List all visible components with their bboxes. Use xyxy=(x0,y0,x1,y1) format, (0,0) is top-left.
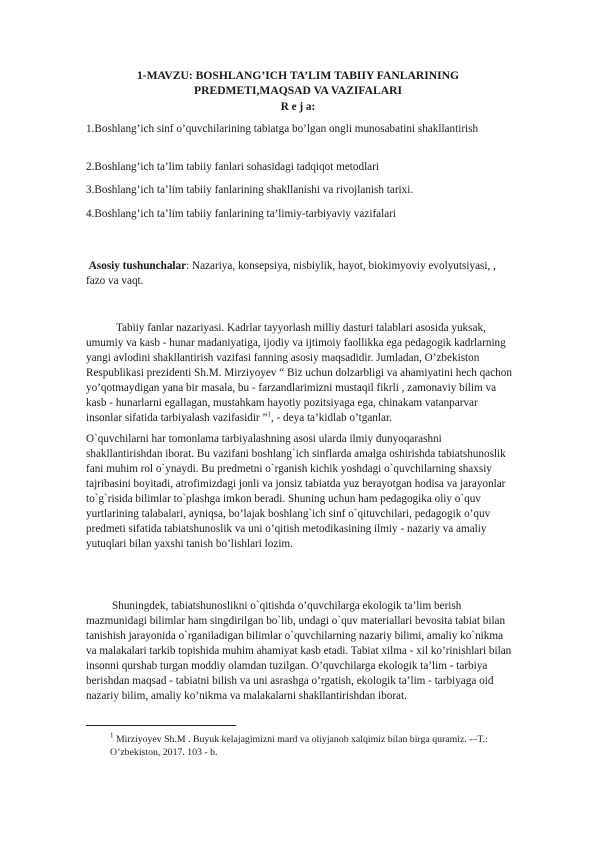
plan-heading: R e j a: xyxy=(280,101,316,113)
paragraph-2: O`quvchilarni har tomonlama tarbiyalashning asosi ularda ilmiy dunyoqarashni shakllantirishdan iborat. Bu vazifani boshlang`ich sinflarda amalga oshirishda tabiatshunoslik fani muhim rol o`ynaydi. Bu predmetni o`rganish kichik yoshdagi o`quvchilarning shaxsiy tajribasini boyitadi, atrofimizdagi jonli va jonsiz tabiatda yuz berayotgan hodisa va jarayonlar to`g`risida bilimlar to`plashga imkon beradi. Shuning uchun ham pedagogika oliy o`quv yurtlarining talabalari, ayniqsa, bo’lajak boshlang`ich sinf o`qituvchilari, pedagogik o’quv predmeti sifatida tabiatshunoslik va uni o’qitish metodikasining ilmiy - nazariy va amaliy yutuqlari bilan yaxshi tanish bo’lishlari lozim. xyxy=(86,433,506,550)
paragraph-1-tail: , - deya ta’kidlab o’tganlar. xyxy=(270,412,392,424)
key-concepts xyxy=(86,259,506,289)
plan-item-3: 3.Boshlang’ich ta’lim tabiiy fanlarining shakllanishi va rivojlanish tarixi. xyxy=(86,184,414,196)
footnote-text: Mirziyoyev Sh.M . Buyuk kelajagimizni mard va oliyjanob xalqimiz bilan birga quramiz. -–T.: O’zbekiston, 2017. 103 - b. xyxy=(110,734,488,758)
footnote xyxy=(86,733,514,759)
page-title: 1-MAVZU: BOSHLANG’ICH TA’LIM TABIIY FANLARINING PREDMETI,MAQSAD VA VAZIFALARI xyxy=(136,69,460,97)
footnote-marker: 1 xyxy=(110,731,114,740)
plan-item-2: 2.Boshlang’ich ta’lim tabiiy fanlari sohasidagi tadqiqot metodlari xyxy=(86,161,379,173)
key-concepts-text: : Nazariya, konsepsiya, nisbiylik, hayot, biokimyoviy evolyutsiyasi, , fazo va vaqt. xyxy=(86,260,496,287)
plan-item-1: 1.Boshlang’ich sinf o’quvchilarining tabiatga bo’lgan ongli munosabatini shakllantirish xyxy=(86,123,479,135)
paragraph-3: Shuningdek, tabiatshunoslikni o`qitishda o’quvchilarga ekologik ta’lim berish mazmunidagi bilimlar ham singdirilgan bo`lib, undagi o`quv materiallari bevosita tabiat bilan tanishish jarayonida o`rganiladigan bilimlar o`quvchilarning nazariy bilimi, amaliy ko`nikma va malakalari tarkib topishida muhim ahamiyat kasb etadi. Tabiat xilma - xil ko’rinishlari bilan insonni qurshab turgan moddiy olamdan tuzilgan. O’quvchilarga ekologik ta’lim - tarbiya berishdan maqsad - tabiatni bilish va uni asrashga o’rgatish, ekologik ta’lim - tarbiyaga oid nazariy bilim, amaliy ko’nikma va malakalarni shakllantirishdan iborat. xyxy=(86,600,512,702)
plan-item-4: 4.Boshlang’ich ta’lim tabiiy fanlarining ta’limiy-tarbiyaviy vazifalari xyxy=(86,208,397,220)
paragraph-1 xyxy=(86,321,512,426)
footnote-reference[interactable]: 1 xyxy=(267,410,271,419)
footnote-divider xyxy=(86,725,236,726)
paragraph-1-text: Tabiiy fanlar nazariyasi. Kadrlar tayyorlash milliy dasturi talablari asosida yuksak, umumiy va kasb - hunar madaniyatiga, ijodiy va ijtimoiy faollikka ega pedagogik kadrlarning yangi avlodini shakllantirish vazifasi fanning asosiy maqsadidir. Jumladan, O’zbekiston Respublikasi prezidenti Sh.M. Mirziyoyev “ Biz uchun dolzarbligi va ahamiyatini hech qachon yo’qotmaydigan yana bir masala, bu - farzandlarimizni mustaqil fikrli , zamonaviy bilim va kasb - hunarlarni egallagan, mustahkam hayotiy pozitsiyaga ega, chinakam vatanparvar insonlar sifatida tarbiyalash vazifasidir ” xyxy=(86,322,512,424)
key-concepts-label: Asosiy tushunchalar xyxy=(88,260,187,272)
